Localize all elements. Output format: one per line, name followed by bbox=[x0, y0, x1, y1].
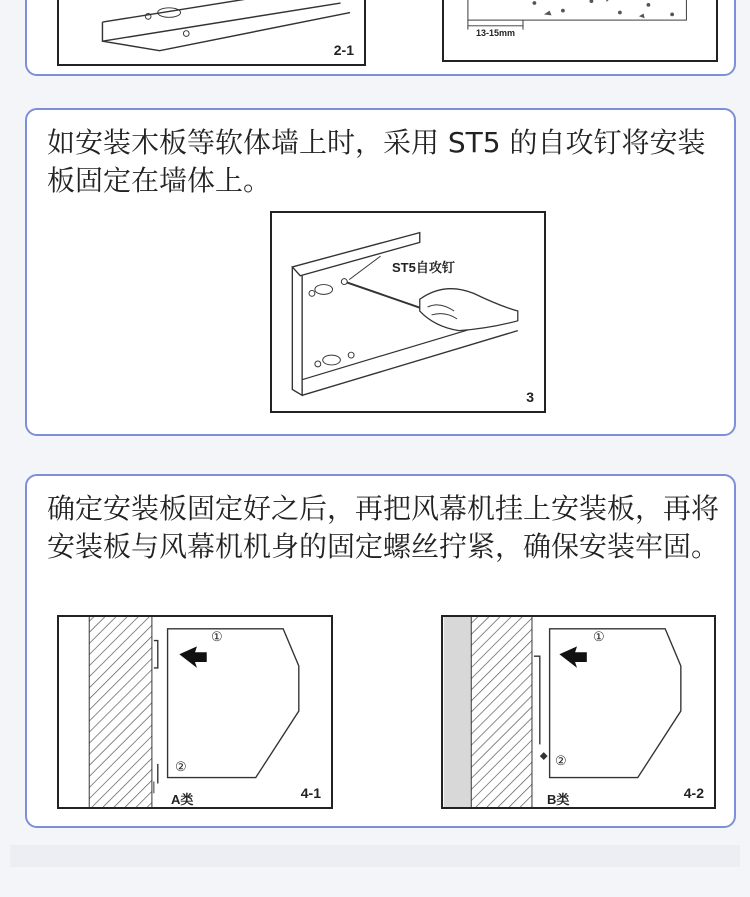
section-card-1 bbox=[25, 0, 736, 76]
marker-1: ① bbox=[211, 629, 223, 644]
section-card-3 bbox=[25, 474, 736, 828]
type-b-mounting-illustration bbox=[443, 617, 714, 807]
type-a-mounting-illustration bbox=[59, 617, 331, 807]
page-footer-strip bbox=[10, 845, 740, 867]
screw-callout: ST5自攻钉 bbox=[392, 260, 455, 275]
bracket-illustration bbox=[59, 0, 364, 64]
figure-4-2 bbox=[441, 615, 716, 809]
figure-2-1 bbox=[57, 0, 366, 66]
screw-installation-illustration bbox=[272, 213, 544, 411]
marker-2: ② bbox=[555, 753, 567, 768]
type-label: B类 bbox=[547, 792, 570, 807]
figure-label: 2-1 bbox=[333, 42, 354, 58]
figure-label: 4-1 bbox=[300, 785, 321, 801]
figure-4-1 bbox=[57, 615, 333, 809]
marker-2: ② bbox=[175, 759, 187, 774]
figure-3 bbox=[270, 211, 546, 413]
type-label: A类 bbox=[171, 792, 194, 807]
dimension-label: 13-15mm bbox=[476, 28, 516, 38]
figure-label: 3 bbox=[526, 389, 534, 405]
marker-1: ① bbox=[593, 629, 605, 644]
figure-2-2 bbox=[442, 0, 718, 62]
section-card-2 bbox=[25, 108, 736, 436]
instruction-text-wood-wall: 如安装木板等软体墙上时，采用 ST5 的自攻钉将安装板固定在墙体上。 bbox=[47, 126, 706, 197]
instruction-text-hang-unit: 确定安装板固定好之后，再把风幕机挂上安装板，再将安装板与风幕机机身的固定螺丝拧紧，确保安装牢固。 bbox=[47, 492, 720, 563]
figure-label: 4-2 bbox=[683, 785, 704, 801]
